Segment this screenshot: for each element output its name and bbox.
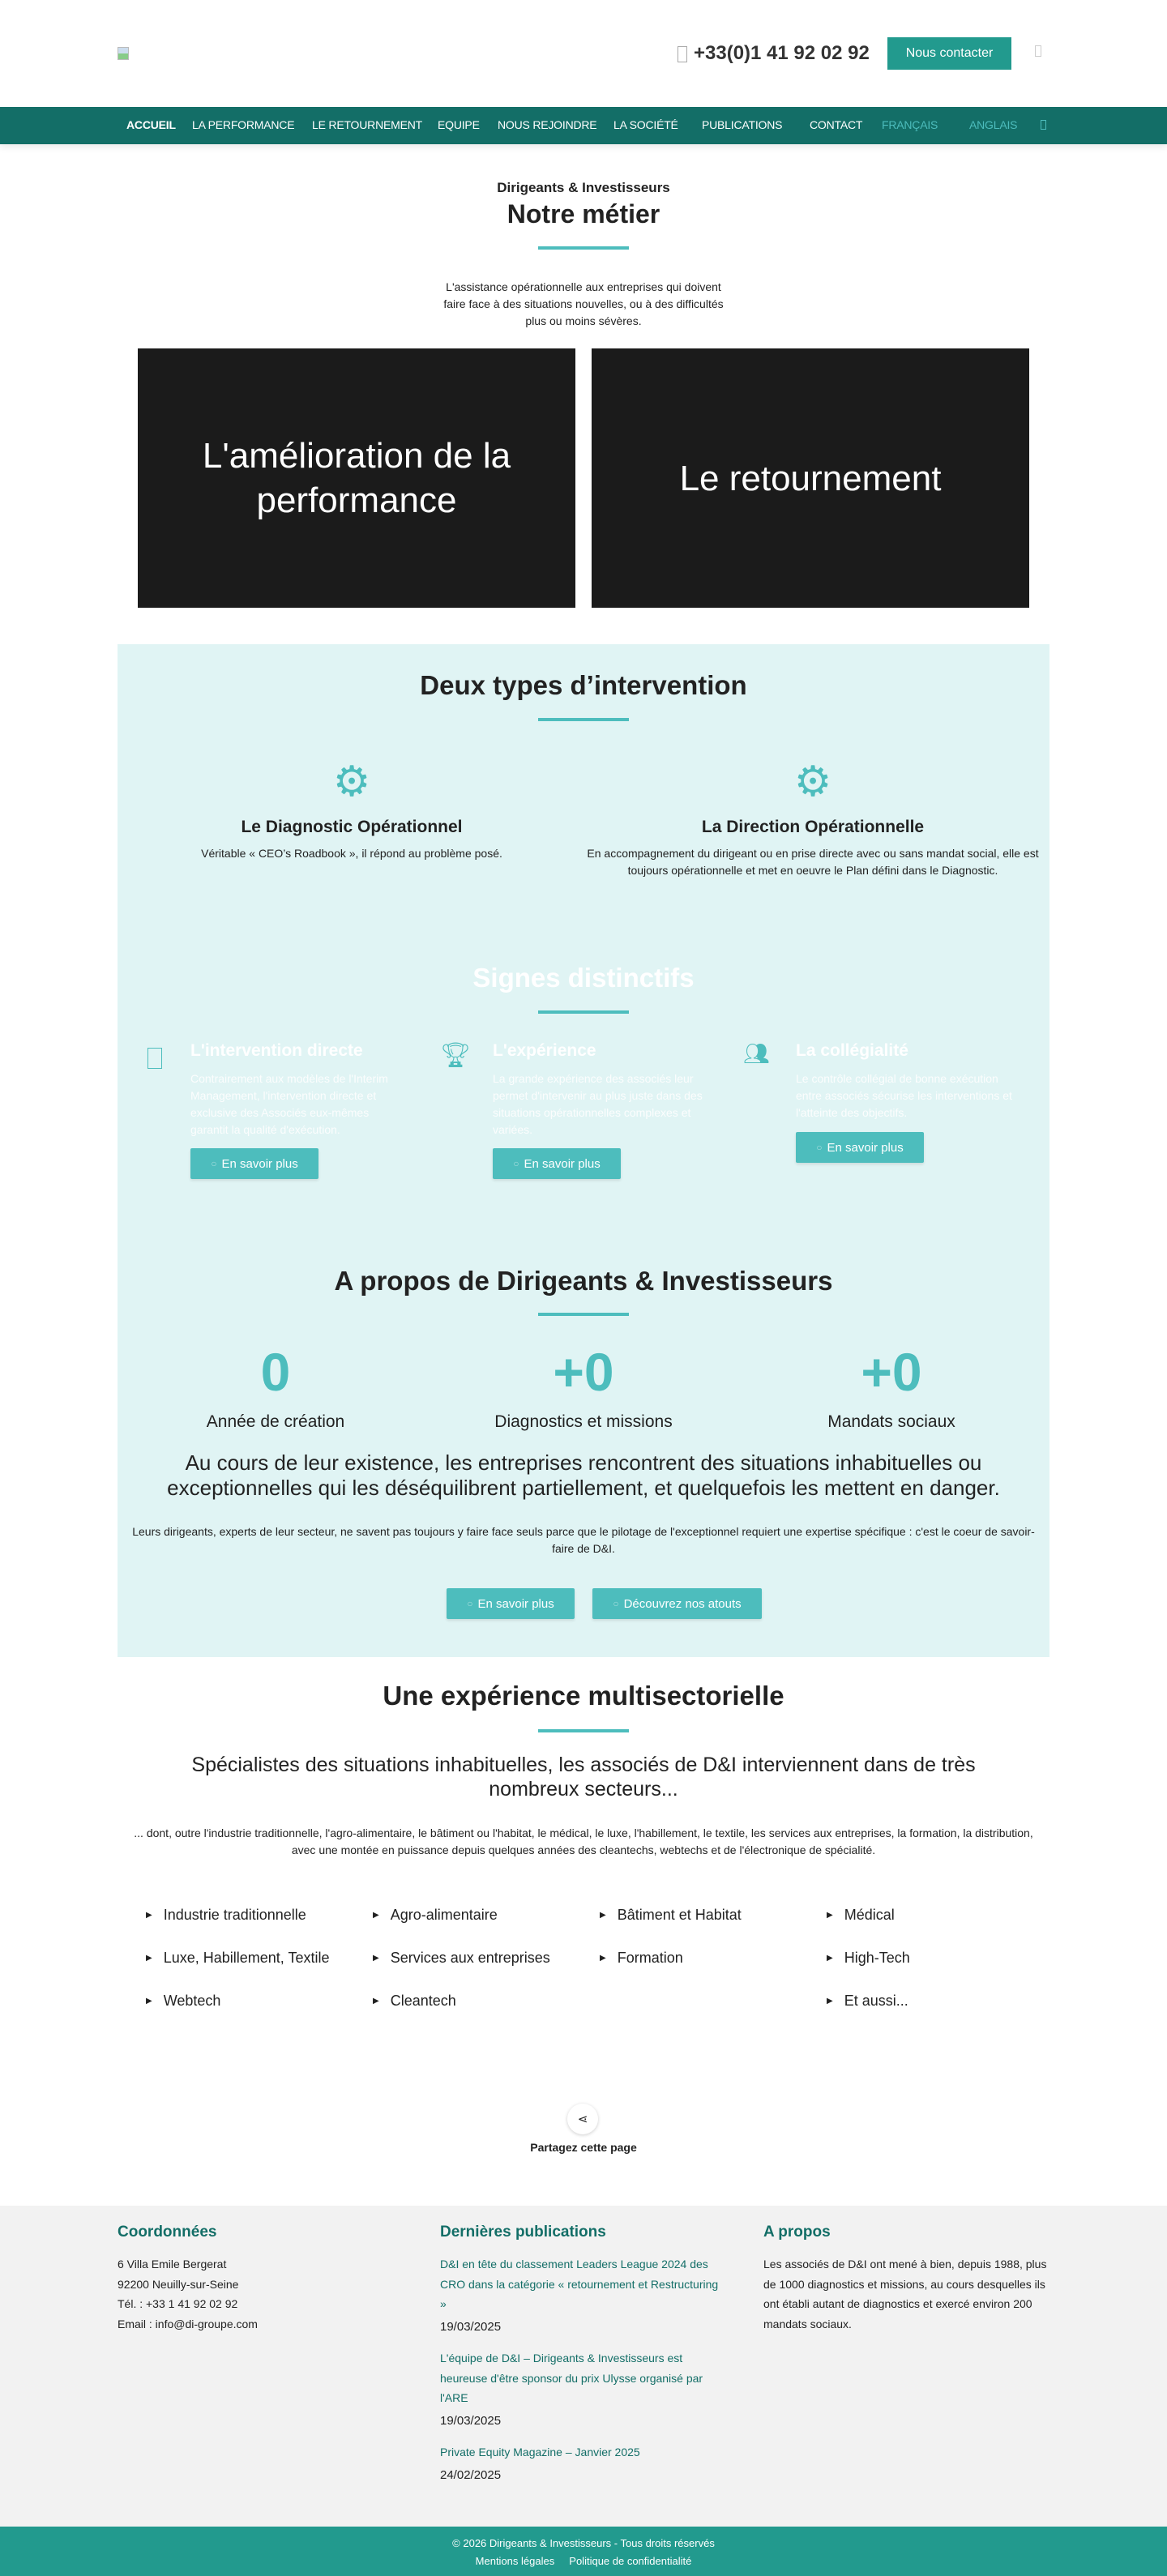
footer [0,2206,1167,2527]
footer-about-title: A propos [763,2224,831,2241]
secteurs-text: ... dont, outre l'industrie traditionnelle, l'agro-alimentaire, le bâtiment ou l'habitat, le médical, le luxe, l'habillement, le textile, les services aux entreprises, la formation, la distribution, avec une montée en puissance depuis quelques années des cleantechs, webtechs et de l'électronique de spécialité. [134,1826,1033,1856]
apropos-lead: Au cours de leur existence, les entreprises rencontrent des situations inhabituelles ou exceptionnelles qui les déséquilibrent partiellement, et quelquefois les mettent en danger. [167,1450,1000,1500]
sector-item [146,1993,220,2010]
caret-right-icon: ▶ [827,1997,833,2006]
sector-label: Médical [844,1907,895,1923]
contact-button[interactable]: Nous contacter [887,37,1011,70]
type-direction [586,758,1040,879]
secteurs-lead: Spécialistes des situations inhabituelles, les associés de D&I interviennent dans de très nombreux secteurs... [191,1754,976,1801]
type-text: En accompagnement du dirigeant ou en prise directe avec ou sans mandat social, elle est toujours opérationnelle et met en oeuvre le Plan défini dans le Diagnostic. [587,847,1039,877]
caret-right-icon: ▶ [146,1911,152,1920]
caret-right-icon: ▶ [827,1911,833,1920]
share-label: Partagez cette page [530,2141,637,2154]
nav-item-equipe[interactable]: EQUIPE [438,118,480,131]
sector-item [600,1950,683,1967]
sector-item [146,1950,329,1967]
mentions-link[interactable]: Mentions légales [475,2555,555,2567]
caret-right-icon: ▶ [146,1997,152,2006]
sign-text: Le contrôle collégial de bonne exécution entre associés sécurise les interventions et l'atteinte des objectifs. [796,1072,1012,1119]
sector-item [827,1993,908,2010]
sector-item [827,1907,895,1924]
en-savoir-plus-button[interactable]: ○ En savoir plus [190,1148,318,1179]
nav-item-performance[interactable]: LA PERFORMANCE [192,118,295,131]
sign-title: L'expérience [493,1041,596,1060]
cyan-section [118,644,1049,1657]
sector-item [373,1993,456,2010]
sector-label: Agro-alimentaire [390,1907,498,1923]
type-diagnostic [125,758,579,862]
sector-label: Bâtiment et Habitat [617,1907,742,1923]
gears-icon: ⚙ [332,758,371,805]
footer-publications: D&I en tête du classement Leaders League 2024 des CRO dans la catégorie « retournement et Restructuring » 19/03/2025 L'équipe de D&I – Dirigeants & Investisseurs est heureuse d'être sponsor du prix Ulysse organisé par l'ARE 19/03/2025 Private Equity Magazine – Janvier 2025 24/02/2025 [440,2254,724,2497]
nav-item-contact[interactable]: CONTACT [810,118,863,131]
privacy-link[interactable]: Politique de confidentialité [569,2555,692,2567]
pub-link[interactable]: D&I en tête du classement Leaders League 2024 des CRO dans la catégorie « retournement et Restructuring » [440,2258,719,2310]
card-title: Le retournement [679,458,942,498]
signes-title: Signes distinctifs [472,963,695,993]
footer-about-text: Les associés de D&I ont mené à bien, depuis 1988, plus de 1000 diagnostics et missions, au cours desquelles ils ont établi autant de diagnostics et exercé environ 200 mandats sociaux. [763,2258,1047,2330]
phone-icon [678,46,687,62]
stat-diagnostics: +0 Diagnostics et missions [494,1342,673,1431]
sector-item [600,1907,742,1924]
en-savoir-plus-button[interactable]: ○ En savoir plus [447,1588,575,1619]
sector-label: Industrie traditionnelle [163,1907,306,1923]
stat-mandats: +0 Mandats sociaux [827,1342,955,1431]
caret-right-icon: ▶ [373,1997,379,2006]
pub-link[interactable]: L'équipe de D&I – Dirigeants & Investisseurs est heureuse d'être sponsor du prix Ulysse organisé par l'ARE [440,2352,703,2404]
footer-pub-title: Dernières publications [440,2224,606,2241]
nav-item-accueil[interactable]: ACCUEIL [126,118,176,131]
pub-link[interactable]: Private Equity Magazine – Janvier 2025 [440,2446,640,2459]
caret-right-icon: ▶ [146,1954,152,1963]
type-title: La Direction Opérationnelle [701,818,925,836]
main-nav [0,107,1167,144]
stat-creation: 0 Année de création [206,1342,345,1431]
users-icon: 👥︎ [743,1041,771,1066]
sign-text: Contrairement aux modèles de l'Interim Management, l'intervention directe et exclusive des Associés eux-mêmes garantit la qualité d'exécution. [190,1072,388,1136]
caret-right-icon: ▶ [827,1954,833,1963]
sector-label: Services aux entreprises [390,1950,550,1966]
apropos-title: A propos de Dirigeants & Investisseurs [334,1266,833,1296]
nav-item-societe[interactable]: LA SOCIÉTÉ [613,118,678,131]
lang-anglais[interactable]: ANGLAIS [969,118,1018,131]
en-savoir-plus-button[interactable]: ○ En savoir plus [493,1148,621,1179]
nav-search-icon[interactable] [1041,120,1046,130]
card-retournement[interactable] [592,348,1029,608]
caret-right-icon: ▶ [600,1911,606,1920]
gears-icon: ⚙ [793,758,832,805]
sign-title: L'intervention directe [190,1041,363,1060]
decouvrez-atouts-button[interactable]: ○ Découvrez nos atouts [592,1588,762,1619]
caret-right-icon: ▶ [373,1911,379,1920]
sector-label: High-Tech [844,1950,910,1966]
sector-item [373,1907,498,1924]
header-phone[interactable]: +33(0)1 41 92 02 92 [694,42,870,64]
search-icon[interactable] [1035,45,1041,57]
card-title: L'amélioration de la performance [202,436,511,520]
types-title: Deux types d’intervention [420,670,747,700]
sector-item [373,1950,550,1967]
sector-item [827,1950,910,1967]
site-header [0,0,1167,107]
secteurs-title: Une expérience multisectorielle [383,1681,784,1711]
copyright-bar [0,2527,1167,2576]
sign-title: La collégialité [796,1041,908,1060]
en-savoir-plus-button[interactable]: ○ En savoir plus [796,1132,924,1163]
share-button[interactable]: ⋖ [567,2104,598,2134]
sector-label: Formation [617,1950,683,1966]
copyright: © 2026 Dirigeants & Investisseurs - Tous droits réservés [452,2537,715,2549]
caret-right-icon: ▶ [373,1954,379,1963]
lang-francais[interactable]: FRANÇAIS [882,118,938,131]
title-divider [538,1010,629,1014]
title-divider [538,1729,629,1732]
trophy-icon: 🏆︎ [440,1042,472,1069]
type-title: Le Diagnostic Opérationnel [241,818,463,836]
footer-email[interactable]: Email : info@di-groupe.com [118,2317,258,2330]
title-divider [538,246,629,250]
caret-right-icon: ▶ [600,1954,606,1963]
footer-coord-title: Coordonnées [118,2224,217,2241]
sector-item [146,1907,306,1924]
nav-item-rejoindre[interactable]: NOUS REJOINDRE [498,118,597,131]
logo[interactable] [118,47,129,60]
sign-text: La grande expérience des associés leur permet d'intervenir au plus juste dans des situations opérationnelles complexes et variées. [493,1072,703,1136]
metier-text: L'assistance opérationnelle aux entreprises qui doivent faire face à des situations nouvelles, ou à des difficultés plus ou moins sévères. [443,280,724,327]
metier-section [0,180,1167,229]
sector-label: Luxe, Habillement, Textile [163,1950,330,1966]
sector-label: Et aussi... [844,1993,908,2009]
metier-title: Notre métier [507,199,660,229]
footer-address: 6 Villa Emile Bergerat 92200 Neuilly-sur-Seine Tél. : +33 1 41 92 02 92 Email : info@di-groupe.com [118,2254,258,2334]
card-performance[interactable] [138,348,575,608]
type-text: Véritable « CEO’s Roadbook », il répond au problème posé. [201,847,502,860]
sector-label: Cleantech [390,1993,456,2009]
nav-item-publications[interactable]: PUBLICATIONS [702,118,783,131]
sector-label: Webtech [163,1993,221,2009]
nav-item-retournement[interactable]: LE RETOURNEMENT [312,118,422,131]
apropos-text: Leurs dirigeants, experts de leur secteur, ne savent pas toujours y faire face seuls parce que le pilotage de l'exceptionnel requiert une expertise spécifique : c'est le coeur de savoir-faire de D&I. [132,1525,1035,1555]
metier-kicker: Dirigeants & Investisseurs [497,180,670,195]
hand-icon [147,1048,162,1069]
title-divider [538,1313,629,1316]
title-divider [538,718,629,721]
